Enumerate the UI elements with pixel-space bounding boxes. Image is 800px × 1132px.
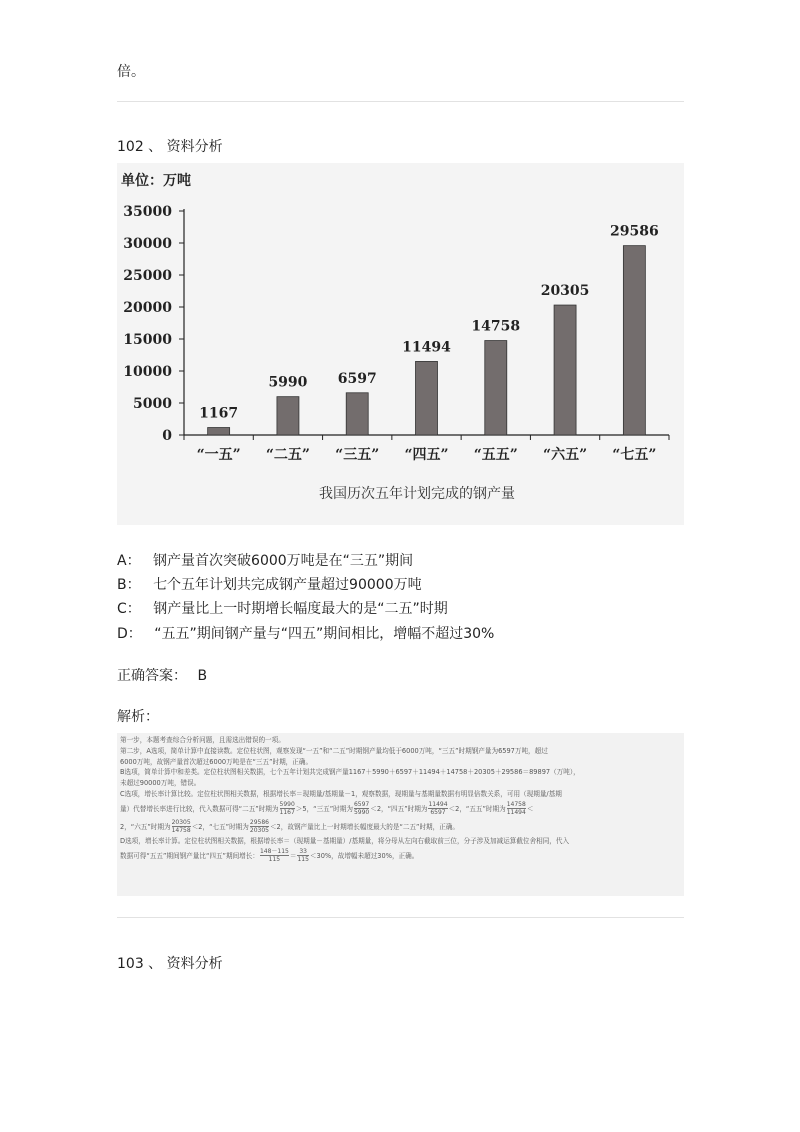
bar-value-label: 1167	[199, 405, 239, 422]
solution-text: ＜2，“五五”时期为	[448, 804, 506, 813]
bar-value-label: 11494	[402, 339, 451, 356]
numerator: 5990	[279, 801, 295, 809]
bar-value-label: 20305	[540, 283, 590, 300]
correct-answer-value: B	[197, 668, 208, 684]
analysis-label: 解析：	[117, 709, 159, 725]
bar-value-label: 29586	[609, 223, 659, 240]
solution-line	[120, 800, 681, 818]
solution-text: 2，“六五”时期为	[120, 822, 171, 831]
bar-value-label: 5990	[268, 374, 308, 391]
bar	[554, 305, 576, 435]
solution-line: B选项，简单计算中和差类。定位柱状图相关数据，七个五年计划共完成钢产量1167＋5990＋6597＋11494＋14758＋20305＋29586＝89897（万吨），	[120, 768, 580, 777]
bar-value-label: 6597	[337, 370, 377, 387]
y-tick-label: 15000	[123, 332, 172, 348]
option-c-text: 钢产量比上一时期增长幅度最大的是“二五”时期	[153, 601, 448, 617]
solution-text: ＜	[526, 804, 534, 813]
x-tick-label: “三五”	[335, 447, 380, 463]
solution-text: ＜2，“七五”时期为	[191, 822, 249, 831]
fraction	[428, 801, 447, 816]
solution-text: ＜2，“四五”时期为	[370, 804, 428, 813]
numerator: 29586	[249, 819, 269, 827]
fraction	[250, 819, 269, 834]
option-b-key: B：	[117, 577, 141, 593]
chart-unit-label: 单位：万吨	[121, 173, 191, 189]
denominator: 115	[260, 855, 289, 863]
correct-answer	[117, 666, 207, 686]
y-tick-label: 35000	[123, 204, 172, 220]
solution-line	[120, 847, 681, 865]
numerator: 6597	[353, 801, 370, 809]
fraction	[354, 801, 369, 816]
numerator: 20305	[171, 819, 191, 827]
y-tick-label: 20000	[123, 300, 172, 316]
solution-line: 第一步，本题考查综合分析问题，且需选出错误的一项。	[120, 736, 285, 744]
solution-line: C选项，增长率计算比较。定位柱状图相关数据，根据增长率＝现期量/基期量－1，观察数据，现期量与基期量数据有明显倍数关系，可用（现期量/基期	[120, 789, 562, 798]
bar	[416, 361, 438, 435]
y-tick-label: 5000	[133, 396, 172, 412]
option-a[interactable]	[117, 551, 413, 571]
x-tick-label: “一五”	[196, 447, 241, 463]
bar-chart-svg	[117, 163, 684, 525]
solution-text: ＞5，“三五”时期为	[295, 804, 353, 813]
solution-line: 未超过90000万吨，错误。	[120, 779, 201, 788]
x-tick-label: “五五”	[473, 447, 518, 463]
y-tick-label: 25000	[123, 268, 172, 284]
denominator: 6597	[430, 809, 446, 817]
bar-value-label: 14758	[471, 318, 521, 335]
steel-output-chart	[117, 163, 684, 525]
bar	[208, 428, 230, 435]
solution-text: 量）代替增长率进行比较，代入数据可得“二五”时期为	[120, 804, 279, 813]
denominator: 14758	[171, 827, 191, 835]
bar	[623, 246, 645, 435]
option-a-text: 钢产量首次突破6000万吨是在“三五”期间	[153, 553, 414, 569]
numerator: 14758	[506, 801, 526, 809]
option-d-text: “五五”期间钢产量与“四五”期间相比，增幅不超过30%	[154, 626, 495, 642]
y-tick-label: 10000	[123, 364, 172, 380]
option-a-key: A：	[117, 553, 141, 569]
denominator: 115	[297, 856, 309, 864]
x-tick-label: “四五”	[404, 447, 449, 463]
solution-text: ＜2，故钢产量比上一时期增长幅度最大的是“二五”时期，正确。	[269, 822, 460, 831]
denominator: 20305	[249, 827, 269, 835]
question-header: 103 、 资料分析	[117, 956, 223, 972]
option-c[interactable]	[117, 599, 448, 619]
denominator: 1167	[279, 809, 295, 817]
solution-text: 数据可得“五五”期间钢产量比“四五”期间增长：	[120, 851, 259, 860]
chart-title: 我国历次五年计划完成的钢产量	[319, 486, 515, 502]
option-d-key: D：	[117, 626, 142, 642]
solution-line: 第二步，A选项，简单计算中直接读数。定位柱状图，观察发现“一五”和“二五”时期钢产量均低于6000万吨，“三五”时期钢产量为6597万吨，超过	[120, 746, 548, 755]
solution-line	[120, 818, 681, 836]
question-header: 102 、 资料分析	[117, 139, 223, 155]
bar	[485, 341, 507, 435]
divider	[117, 917, 684, 918]
denominator: 5990	[353, 809, 370, 817]
option-b[interactable]	[117, 575, 422, 595]
bar	[277, 397, 299, 435]
bar	[346, 393, 368, 435]
y-tick-label: 30000	[123, 236, 172, 252]
fraction	[172, 819, 191, 834]
numerator: 148－115	[259, 848, 289, 856]
option-c-key: C：	[117, 601, 141, 617]
y-tick-label: 0	[162, 428, 172, 444]
solution-line: 6000万吨，故钢产量首次超过6000万吨是在“三五”时期，正确。	[120, 757, 313, 766]
denominator: 11494	[506, 809, 526, 817]
fraction	[507, 801, 526, 816]
previous-answer-tail: 倍。	[117, 64, 145, 80]
x-tick-label: “二五”	[265, 447, 310, 463]
fraction	[260, 848, 289, 863]
option-b-text: 七个五年计划共完成钢产量超过90000万吨	[153, 577, 422, 593]
correct-answer-label: 正确答案：	[117, 668, 187, 684]
x-tick-label: “七五”	[612, 447, 657, 463]
divider	[117, 101, 684, 102]
solution-line: D选项，增长率计算。定位柱状图相关数据，根据增长率＝（现期量－基期量）/基期量，将分母从左向右截取前三位，分子涉及加减运算截位舍相同，代入	[120, 836, 570, 845]
solution-text: ＜30%，故增幅未超过30%，正确。	[309, 851, 419, 860]
solution-text: ＝	[289, 851, 297, 860]
option-d[interactable]	[117, 624, 494, 644]
fraction	[297, 848, 308, 863]
solution-image	[117, 733, 684, 896]
numerator: 11494	[428, 801, 448, 809]
numerator: 33	[299, 848, 307, 856]
fraction	[280, 801, 295, 816]
x-tick-label: “六五”	[543, 447, 588, 463]
